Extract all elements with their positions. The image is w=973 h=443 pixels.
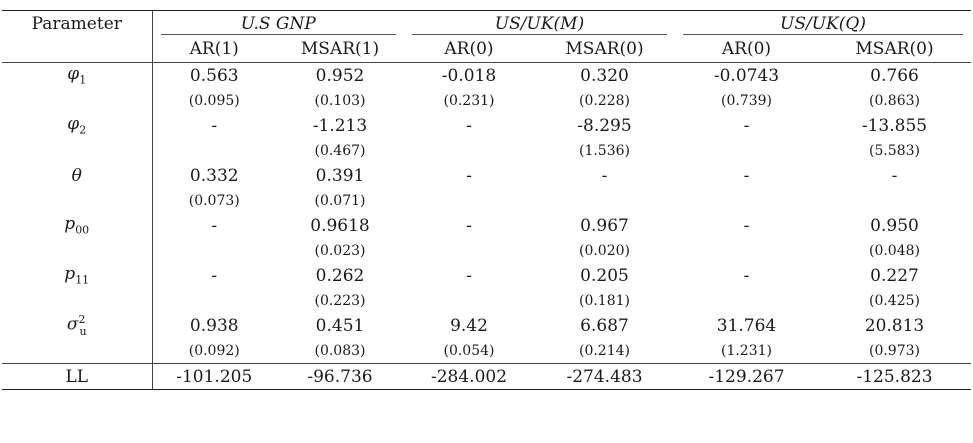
estimate-cell: - <box>466 115 472 136</box>
estimate-cell: - <box>891 165 898 186</box>
std-error-row <box>2 288 971 313</box>
header-row-groups <box>2 11 971 37</box>
std-error-cell: (0.223) <box>314 292 366 309</box>
estimate-cell: - <box>743 215 750 236</box>
parameter-subscript: 1 <box>79 73 87 87</box>
model-header: AR(0) <box>721 39 772 59</box>
group-header-us-uk-q: US/UK(Q) <box>675 11 971 37</box>
std-error-blank-cell <box>2 88 152 113</box>
std-error-cell: (0.425) <box>868 292 920 309</box>
model-header: AR(1) <box>189 39 239 59</box>
group-header-us-uk-m: US/UK(M) <box>404 11 675 37</box>
log-likelihood-row <box>2 364 971 390</box>
std-error-cell <box>675 188 818 213</box>
std-error-cell <box>152 288 276 313</box>
std-error-cell: (0.467) <box>314 142 366 159</box>
std-error-cell: (0.231) <box>443 92 495 109</box>
std-error-cell: (0.071) <box>314 192 366 209</box>
estimate-cell: 0.262 <box>315 265 365 286</box>
parameter-symbol-base: φ <box>67 64 80 85</box>
estimate-cell: 0.950 <box>870 215 919 236</box>
parameter-subscript: u <box>79 324 87 338</box>
estimate-cell: - <box>743 265 750 286</box>
estimate-cell: 6.687 <box>580 315 629 336</box>
parameter-symbol <box>2 113 152 138</box>
parameter-subscript: 2 <box>79 123 87 137</box>
estimate-cell: 0.205 <box>580 265 629 286</box>
parameter-symbol-base: φ <box>67 114 80 135</box>
std-error-cell <box>404 188 534 213</box>
estimate-cell: 31.764 <box>716 315 777 336</box>
std-error-cell: (1.231) <box>720 342 772 359</box>
parameter-symbol-base: p <box>64 264 76 285</box>
std-error-cell <box>152 238 276 263</box>
std-error-blank-cell <box>2 338 152 364</box>
estimate-cell: - <box>211 265 218 286</box>
parameter-superscript: 2 <box>78 313 86 327</box>
estimate-row <box>2 113 971 138</box>
estimate-row <box>2 263 971 288</box>
estimate-row <box>2 63 971 89</box>
estimate-cell: -0.018 <box>404 63 534 89</box>
std-error-cell <box>675 238 818 263</box>
estimate-cell: 0.766 <box>818 63 971 89</box>
estimate-cell: 0.967 <box>580 215 629 236</box>
estimate-cell: -13.855 <box>861 115 928 136</box>
std-error-cell <box>818 188 971 213</box>
std-error-blank-cell <box>2 188 152 213</box>
parameter-symbol <box>2 63 152 89</box>
parameter-symbol-base: θ <box>71 165 82 186</box>
estimate-cell: 9.42 <box>450 315 488 336</box>
estimate-cell: - <box>466 165 472 186</box>
std-error-cell <box>534 188 675 213</box>
estimate-cell: - <box>466 265 472 286</box>
log-likelihood-value: -125.823 <box>818 364 971 390</box>
estimate-cell: 0.9618 <box>310 215 370 236</box>
std-error-cell: (0.020) <box>578 242 630 259</box>
header-row-models <box>2 36 971 63</box>
std-error-row <box>2 88 971 113</box>
std-error-cell: (0.863) <box>868 92 920 109</box>
estimate-cell: - <box>601 165 608 186</box>
estimate-cell: 0.952 <box>276 63 404 89</box>
std-error-cell: (0.228) <box>578 92 630 109</box>
std-error-cell: (0.214) <box>578 342 630 359</box>
std-error-blank-cell <box>2 138 152 163</box>
log-likelihood-value: -274.483 <box>534 364 675 390</box>
estimate-cell: -0.0743 <box>675 63 818 89</box>
parameter-symbol <box>2 213 152 238</box>
estimate-cell: - <box>211 215 218 236</box>
parameter-symbol <box>2 313 152 338</box>
estimate-cell: - <box>211 115 218 136</box>
std-error-cell: (0.054) <box>443 342 495 359</box>
parameter-header: Parameter <box>2 11 152 37</box>
estimate-cell: - <box>743 165 750 186</box>
std-error-cell <box>675 138 818 163</box>
parameter-symbol <box>2 263 152 288</box>
std-error-row <box>2 238 971 263</box>
estimate-row <box>2 313 971 338</box>
estimate-cell: 0.320 <box>534 63 675 89</box>
estimate-cell: 20.813 <box>864 315 925 336</box>
estimate-cell: 0.391 <box>315 165 365 186</box>
std-error-blank-cell <box>2 288 152 313</box>
estimate-cell: 0.332 <box>189 165 239 186</box>
std-error-row <box>2 188 971 213</box>
parameter-symbol-base: p <box>64 214 76 235</box>
estimate-cell: -1.213 <box>312 115 368 136</box>
model-header: MSAR(1) <box>300 39 380 59</box>
estimate-cell: - <box>466 215 472 236</box>
std-error-cell: (0.092) <box>188 342 240 359</box>
model-header: MSAR(0) <box>565 39 644 59</box>
log-likelihood-value: -96.736 <box>276 364 404 390</box>
std-error-cell: (0.103) <box>314 92 366 109</box>
std-error-cell <box>675 288 818 313</box>
group-header-us-gnp: U.S GNP <box>152 11 404 37</box>
std-error-cell <box>404 138 534 163</box>
log-likelihood-value: -284.002 <box>404 364 534 390</box>
model-header: MSAR(0) <box>855 39 934 59</box>
std-error-blank-cell <box>2 238 152 263</box>
header-blank-cell <box>2 36 152 63</box>
std-error-cell <box>404 288 534 313</box>
parameter-symbol <box>2 163 152 188</box>
log-likelihood-value: -101.205 <box>152 364 276 390</box>
estimate-cell: 0.563 <box>152 63 276 89</box>
std-error-cell: (0.181) <box>578 292 630 309</box>
estimate-cell: 0.451 <box>315 315 365 336</box>
std-error-row <box>2 138 971 163</box>
estimation-results-table <box>2 10 971 390</box>
log-likelihood-label: LL <box>2 364 152 390</box>
estimate-row <box>2 213 971 238</box>
std-error-cell <box>152 138 276 163</box>
std-error-cell: (0.739) <box>720 92 772 109</box>
parameter-symbol-base: σ <box>66 315 79 336</box>
std-error-cell: (5.583) <box>868 142 920 159</box>
std-error-cell: (0.083) <box>314 342 366 359</box>
std-error-cell: (0.048) <box>868 242 920 259</box>
log-likelihood-value: -129.267 <box>675 364 818 390</box>
std-error-cell: (0.973) <box>868 342 920 359</box>
parameter-subscript: 00 <box>75 223 90 237</box>
estimate-row <box>2 163 971 188</box>
std-error-cell: (0.095) <box>188 92 240 109</box>
std-error-cell: (0.023) <box>314 242 366 259</box>
estimate-cell: -8.295 <box>577 115 632 136</box>
std-error-cell: (1.536) <box>578 142 630 159</box>
std-error-cell <box>404 238 534 263</box>
model-header: AR(0) <box>444 39 494 59</box>
std-error-cell: (0.073) <box>188 192 240 209</box>
parameter-subscript: 11 <box>75 273 90 287</box>
estimate-cell: 0.227 <box>870 265 919 286</box>
std-error-row <box>2 338 971 364</box>
estimate-cell: 0.938 <box>189 315 239 336</box>
estimate-cell: - <box>743 115 750 136</box>
